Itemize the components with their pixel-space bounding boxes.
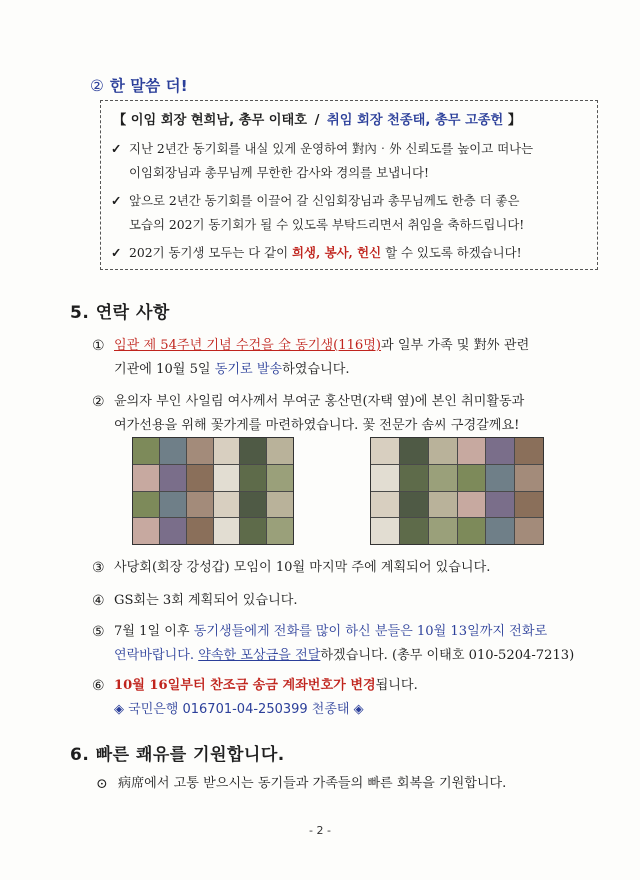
photo-tile	[458, 492, 486, 518]
contact-item-6-rest: 됩니다.	[375, 678, 418, 693]
contact-item-6-text	[114, 674, 418, 722]
box-header	[113, 109, 587, 128]
section6-title: 6. 빠른 쾌유를 기원합니다.	[70, 745, 285, 765]
check-icon: ✓	[111, 245, 122, 260]
box-item-3-pre: 202기 동기생 모두는 다 같이	[129, 245, 293, 260]
section-a-number: ②	[90, 77, 104, 95]
photo-tile	[240, 518, 266, 544]
photo-tile	[515, 438, 543, 464]
photo-tile	[267, 492, 293, 518]
photo-tile	[187, 438, 213, 464]
photo-tile	[486, 492, 514, 518]
photo-tile	[515, 465, 543, 491]
contact-item-1-l2c: 하였습니다.	[282, 362, 350, 377]
contact-item-2-text	[114, 390, 524, 438]
bracket-close: 】	[507, 113, 522, 128]
photo-tile	[187, 518, 213, 544]
box-item-1-line1: 지난 2년간 동기회를 내실 있게 운영하여 對內‧外 신뢰도를 높이고 떠나는	[129, 141, 534, 156]
photo-tile	[240, 465, 266, 491]
photo-tile	[400, 492, 428, 518]
bank-account: ◈ 국민은행 016701-04-250399 천종태 ◈	[114, 702, 364, 717]
photo-tile	[515, 492, 543, 518]
box-item-3-post: 할 수 있도록 하겠습니다!	[381, 245, 522, 260]
photo-tile	[371, 438, 399, 464]
photo-tile	[133, 518, 159, 544]
photo-tile	[267, 438, 293, 464]
photo-tile	[187, 465, 213, 491]
item-number: ④	[92, 593, 105, 609]
check-icon: ✓	[111, 193, 122, 208]
photo-tile	[429, 492, 457, 518]
photo-tile	[486, 465, 514, 491]
section-a-title: 한 말씀 더!	[109, 77, 188, 95]
item-number: ⑥	[92, 678, 105, 694]
section-a-heading	[90, 74, 188, 96]
contact-item-5-l1b: 동기생들에게 전화를 많이 하신 분들은 10월 13일까지 전화로	[193, 624, 548, 639]
photo-tile	[371, 465, 399, 491]
photo-tile	[160, 465, 186, 491]
box-item-2-text	[129, 189, 524, 237]
photo-tile	[429, 465, 457, 491]
section5-title: 5. 연락 사항	[70, 303, 170, 323]
farewell-box	[100, 100, 598, 270]
recovery-wish-text: 病席에서 고통 받으시는 동기들과 가족들의 빠른 회복을 기원합니다.	[118, 776, 507, 791]
contact-item-1-text	[114, 334, 529, 382]
item-number: ①	[92, 338, 105, 354]
contact-item-1-l2a: 기관에 10월 5일	[114, 362, 215, 377]
photo-tile	[160, 492, 186, 518]
photo-tile	[371, 518, 399, 544]
header-separator: /	[314, 113, 320, 128]
photo-tile	[160, 438, 186, 464]
contact-item-3-text: 사당회(회장 강성갑) 모임이 10월 마지막 주에 계획되어 있습니다.	[114, 560, 491, 575]
item-number: ③	[92, 560, 105, 576]
box-item-1-line2: 이임회장님과 총무님께 무한한 감사와 경의를 보냅니다!	[129, 165, 429, 180]
outgoing-officers: 이임 회장 현희남, 총무 이태호	[130, 113, 308, 128]
contact-item-5-l2a: 연락바랍니다.	[114, 648, 199, 663]
photo-tile	[133, 438, 159, 464]
box-item-2-line2: 모습의 202기 동기회가 될 수 있도록 부탁드리면서 취임을 축하드립니다!	[129, 217, 525, 232]
flower-shop-photo-1	[132, 437, 294, 545]
towel-highlight: 임관 제 54주년 기념 수건을 全 동기생(116명)	[114, 338, 382, 353]
photo-tile	[400, 518, 428, 544]
contact-item-2-line2: 여가선용을 위해 꽃가게를 마련하였습니다. 꽃 전문가 솜씨 구경갈께요!	[114, 418, 520, 433]
photo-tile	[160, 518, 186, 544]
photo-tile	[371, 492, 399, 518]
reward-highlight: 약속한 포상금을 전달	[198, 648, 321, 663]
photo-tile	[429, 518, 457, 544]
photo-tile	[240, 492, 266, 518]
bracket-open: 【	[113, 113, 127, 128]
photo-tile	[133, 465, 159, 491]
account-change-notice: 10월 16일부터 찬조금 송금 계좌번호가 변경	[114, 678, 376, 693]
contact-item-5-l1a: 7월 1일 이후	[114, 624, 194, 639]
photo-tile	[486, 518, 514, 544]
box-item-2-line1: 앞으로 2년간 동기회를 이끌어 갈 신임회장님과 총무님께도 한층 더 좋은	[129, 193, 520, 208]
contact-item-2-line1: 윤의자 부인 사일림 여사께서 부여군 홍산면(자택 옆)에 본인 취미활동과	[114, 394, 525, 409]
item-number: ②	[92, 394, 105, 410]
photo-tile	[214, 492, 240, 518]
photo-tile	[214, 465, 240, 491]
item-number: ⑤	[92, 624, 105, 640]
contact-item-1-l2b: 동기로 발송	[214, 362, 283, 377]
contact-item-5-text	[114, 620, 574, 668]
photo-tile	[400, 438, 428, 464]
flower-shop-photo-2	[370, 437, 544, 545]
contact-item-1-rest: 과 일부 가족 및 對外 관련	[381, 338, 530, 353]
box-item-3-highlight: 희생, 봉사, 헌신	[292, 245, 382, 260]
incoming-officers: 취임 회장 천종태, 총무 고종헌	[327, 113, 504, 128]
photo-tile	[214, 438, 240, 464]
check-icon: ✓	[111, 141, 122, 156]
circle-dot-icon: ⊙	[96, 776, 108, 792]
page-number: - 2 -	[309, 824, 331, 837]
photo-tile	[458, 465, 486, 491]
photo-tile	[240, 438, 266, 464]
box-item-1-text	[129, 137, 533, 185]
photo-tile	[515, 518, 543, 544]
photo-tile	[400, 465, 428, 491]
photo-tile	[214, 518, 240, 544]
contact-item-4-text: GS회는 3회 계획되어 있습니다.	[114, 593, 298, 608]
photo-tile	[458, 518, 486, 544]
photo-tile	[187, 492, 213, 518]
photo-tile	[486, 438, 514, 464]
photo-tile	[133, 492, 159, 518]
photo-tile	[267, 518, 293, 544]
box-item-3-text	[129, 241, 522, 265]
contact-item-5-l2c: 하겠습니다. (총무 이태호 010-5204-7213)	[320, 648, 575, 663]
photo-tile	[429, 438, 457, 464]
photo-tile	[458, 438, 486, 464]
photo-tile	[267, 465, 293, 491]
